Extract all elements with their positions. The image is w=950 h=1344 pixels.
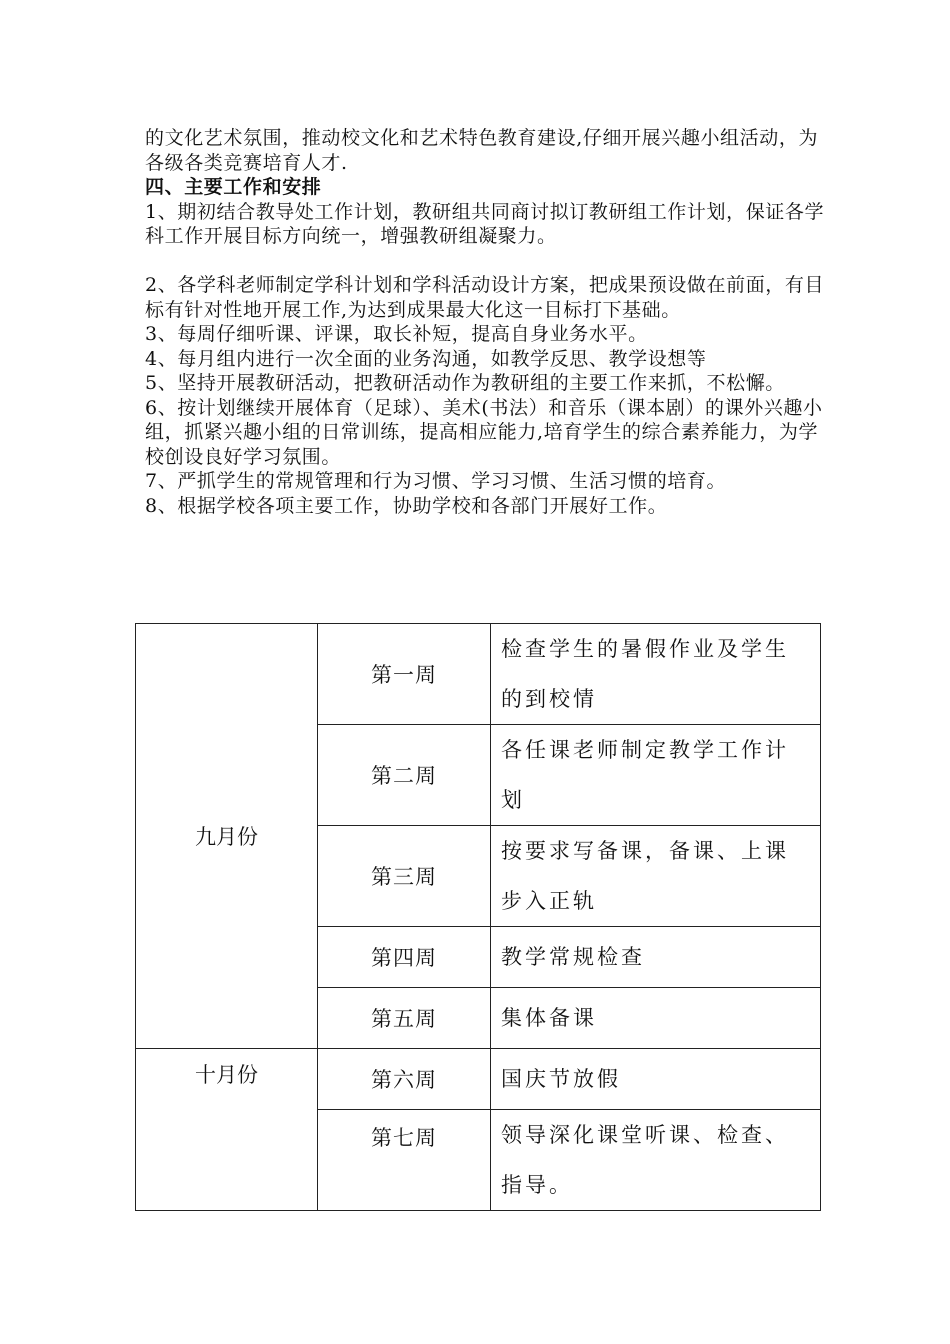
week-cell: 第七周 <box>318 1110 491 1211</box>
paragraph: 4、每月组内进行一次全面的业务沟通，如教学反思、教学设想等 <box>145 347 707 370</box>
section-heading: 四、主要工作和安排 <box>145 176 322 198</box>
paragraph: 8、根据学校各项主要工作，协助学校和各部门开展好工作。 <box>145 494 668 517</box>
week-cell: 第六周 <box>318 1049 491 1110</box>
month-cell: 十月份 <box>136 1049 318 1211</box>
task-cell: 按要求写备课，备课、上课步入正轨 <box>491 826 821 927</box>
paragraph: 6、按计划继续开展体育（足球）、美术(书法）和音乐（课本剧）的课外兴趣小组，抓紧兴趣小组的日常训练，提高相应能力,培育学生的综合素养能力，为学校创设良好学习氛围。 <box>145 396 823 468</box>
table-row <box>136 624 821 725</box>
task-cell: 国庆节放假 <box>491 1049 821 1110</box>
schedule-table <box>135 623 821 1211</box>
task-cell: 集体备课 <box>491 988 821 1049</box>
body-text <box>145 126 825 518</box>
week-cell: 第五周 <box>318 988 491 1049</box>
paragraph: 的文化艺术氛围，推动校文化和艺术特色教育建设,仔细开展兴趣小组活动，为各级各类竞赛培育人才. <box>145 127 819 174</box>
week-cell: 第三周 <box>318 826 491 927</box>
paragraph: 1、期初结合教导处工作计划，教研组共同商讨拟订教研组工作计划，保证各学科工作开展目标方向统一，增强教研组凝聚力。 <box>145 200 825 247</box>
paragraph-gap <box>145 249 825 274</box>
task-cell: 检查学生的暑假作业及学生的到校情 <box>491 624 821 725</box>
paragraph: 2、各学科老师制定学科计划和学科活动设计方案，把成果预设做在前面，有目标有针对性地开展工作,为达到成果最大化这一目标打下基础。 <box>145 274 825 321</box>
week-cell: 第一周 <box>318 624 491 725</box>
table-row <box>136 1049 821 1110</box>
week-cell: 第二周 <box>318 725 491 826</box>
task-cell: 教学常规检查 <box>491 927 821 988</box>
task-cell: 各任课老师制定教学工作计划 <box>491 725 821 826</box>
paragraph: 5、坚持开展教研活动，把教研活动作为教研组的主要工作来抓，不松懈。 <box>145 372 785 394</box>
month-cell: 九月份 <box>136 624 318 1049</box>
task-cell: 领导深化课堂听课、检查、指导。 <box>491 1110 821 1211</box>
week-cell: 第四周 <box>318 927 491 988</box>
paragraph: 7、严抓学生的常规管理和行为习惯、学习习惯、生活习惯的培育。 <box>145 470 727 492</box>
paragraph: 3、每周仔细听课、评课，取长补短，提高自身业务水平。 <box>145 323 648 345</box>
